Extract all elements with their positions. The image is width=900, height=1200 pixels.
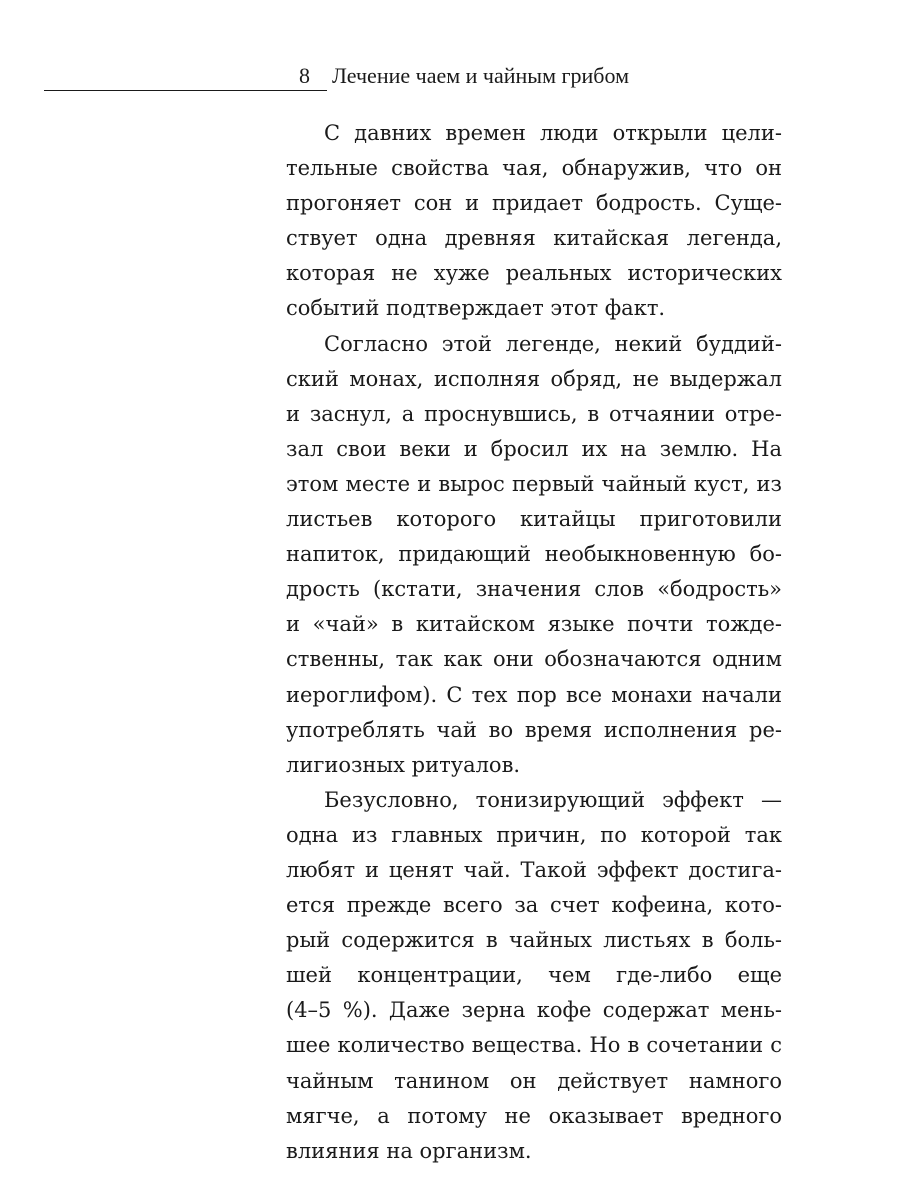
text-line: Согласно этой легенде, некий буддий- (324, 331, 782, 356)
text-line: событий подтверждает этот факт. (286, 296, 666, 321)
body-text (286, 116, 782, 1169)
text-line: зал свои веки и бросил их на землю. На (286, 436, 782, 461)
text-line: шее количество вещества. Но в сочетании с (286, 1033, 782, 1058)
paragraph (286, 327, 782, 783)
text-line: любят и ценят чай. Такой эффект достига- (286, 857, 782, 882)
text-line: (4–5 %). Даже зерна кофе содержат мень- (286, 998, 782, 1023)
text-line: и «чай» в китайском языке почти тожде- (286, 612, 782, 637)
text-line: шей концентрации, чем где-либо еще (286, 963, 782, 988)
paragraph (286, 116, 782, 327)
text-line: прогоняет сон и придает бодрость. Суще- (286, 191, 782, 216)
header-rule (44, 90, 327, 91)
text-line: листьев которого китайцы приготовили (286, 507, 782, 532)
text-line: употреблять чай во время исполнения ре- (286, 717, 782, 742)
text-line: С давних времен люди открыли цели- (324, 121, 782, 145)
text-line: которая не хуже реальных исторических (286, 261, 782, 286)
text-line: и заснул, а проснувшись, в отчаянии отре- (286, 401, 782, 426)
text-line: иероглифом). С тех пор все монахи начали (286, 682, 782, 707)
text-line: мягче, а потому не оказывает вредного (286, 1103, 782, 1128)
running-title: Лечение чаем и чайным грибом (332, 63, 629, 88)
text-line: дрость (кстати, значения слов «бодрость» (286, 577, 782, 602)
text-line: этом месте и вырос первый чайный куст, из (286, 471, 782, 496)
text-line: ется прежде всего за счет кофеина, кото- (286, 893, 782, 918)
text-line: Безусловно, тонизирующий эффект — (324, 787, 782, 812)
text-line: ствует одна древняя китайская легенда, (286, 226, 782, 251)
paragraph (286, 783, 782, 1169)
text-line: ский монах, исполняя обряд, не выдержал (286, 366, 782, 391)
running-head (44, 62, 724, 94)
text-line: чайным танином он действует намного (286, 1068, 782, 1093)
page-number: 8 (299, 63, 310, 88)
text-line: рый содержится в чайных листьях в боль- (286, 928, 782, 953)
text-line: одна из главных причин, по которой так (286, 822, 782, 847)
text-line: ственны, так как они обозначаются одним (286, 647, 782, 672)
text-line: лигиозных ритуалов. (286, 752, 521, 777)
text-line: напиток, придающий необыкновенную бо- (286, 542, 782, 567)
text-line: тельные свойства чая, обнаружив, что он (286, 156, 782, 181)
text-line: влияния на организм. (286, 1138, 532, 1163)
